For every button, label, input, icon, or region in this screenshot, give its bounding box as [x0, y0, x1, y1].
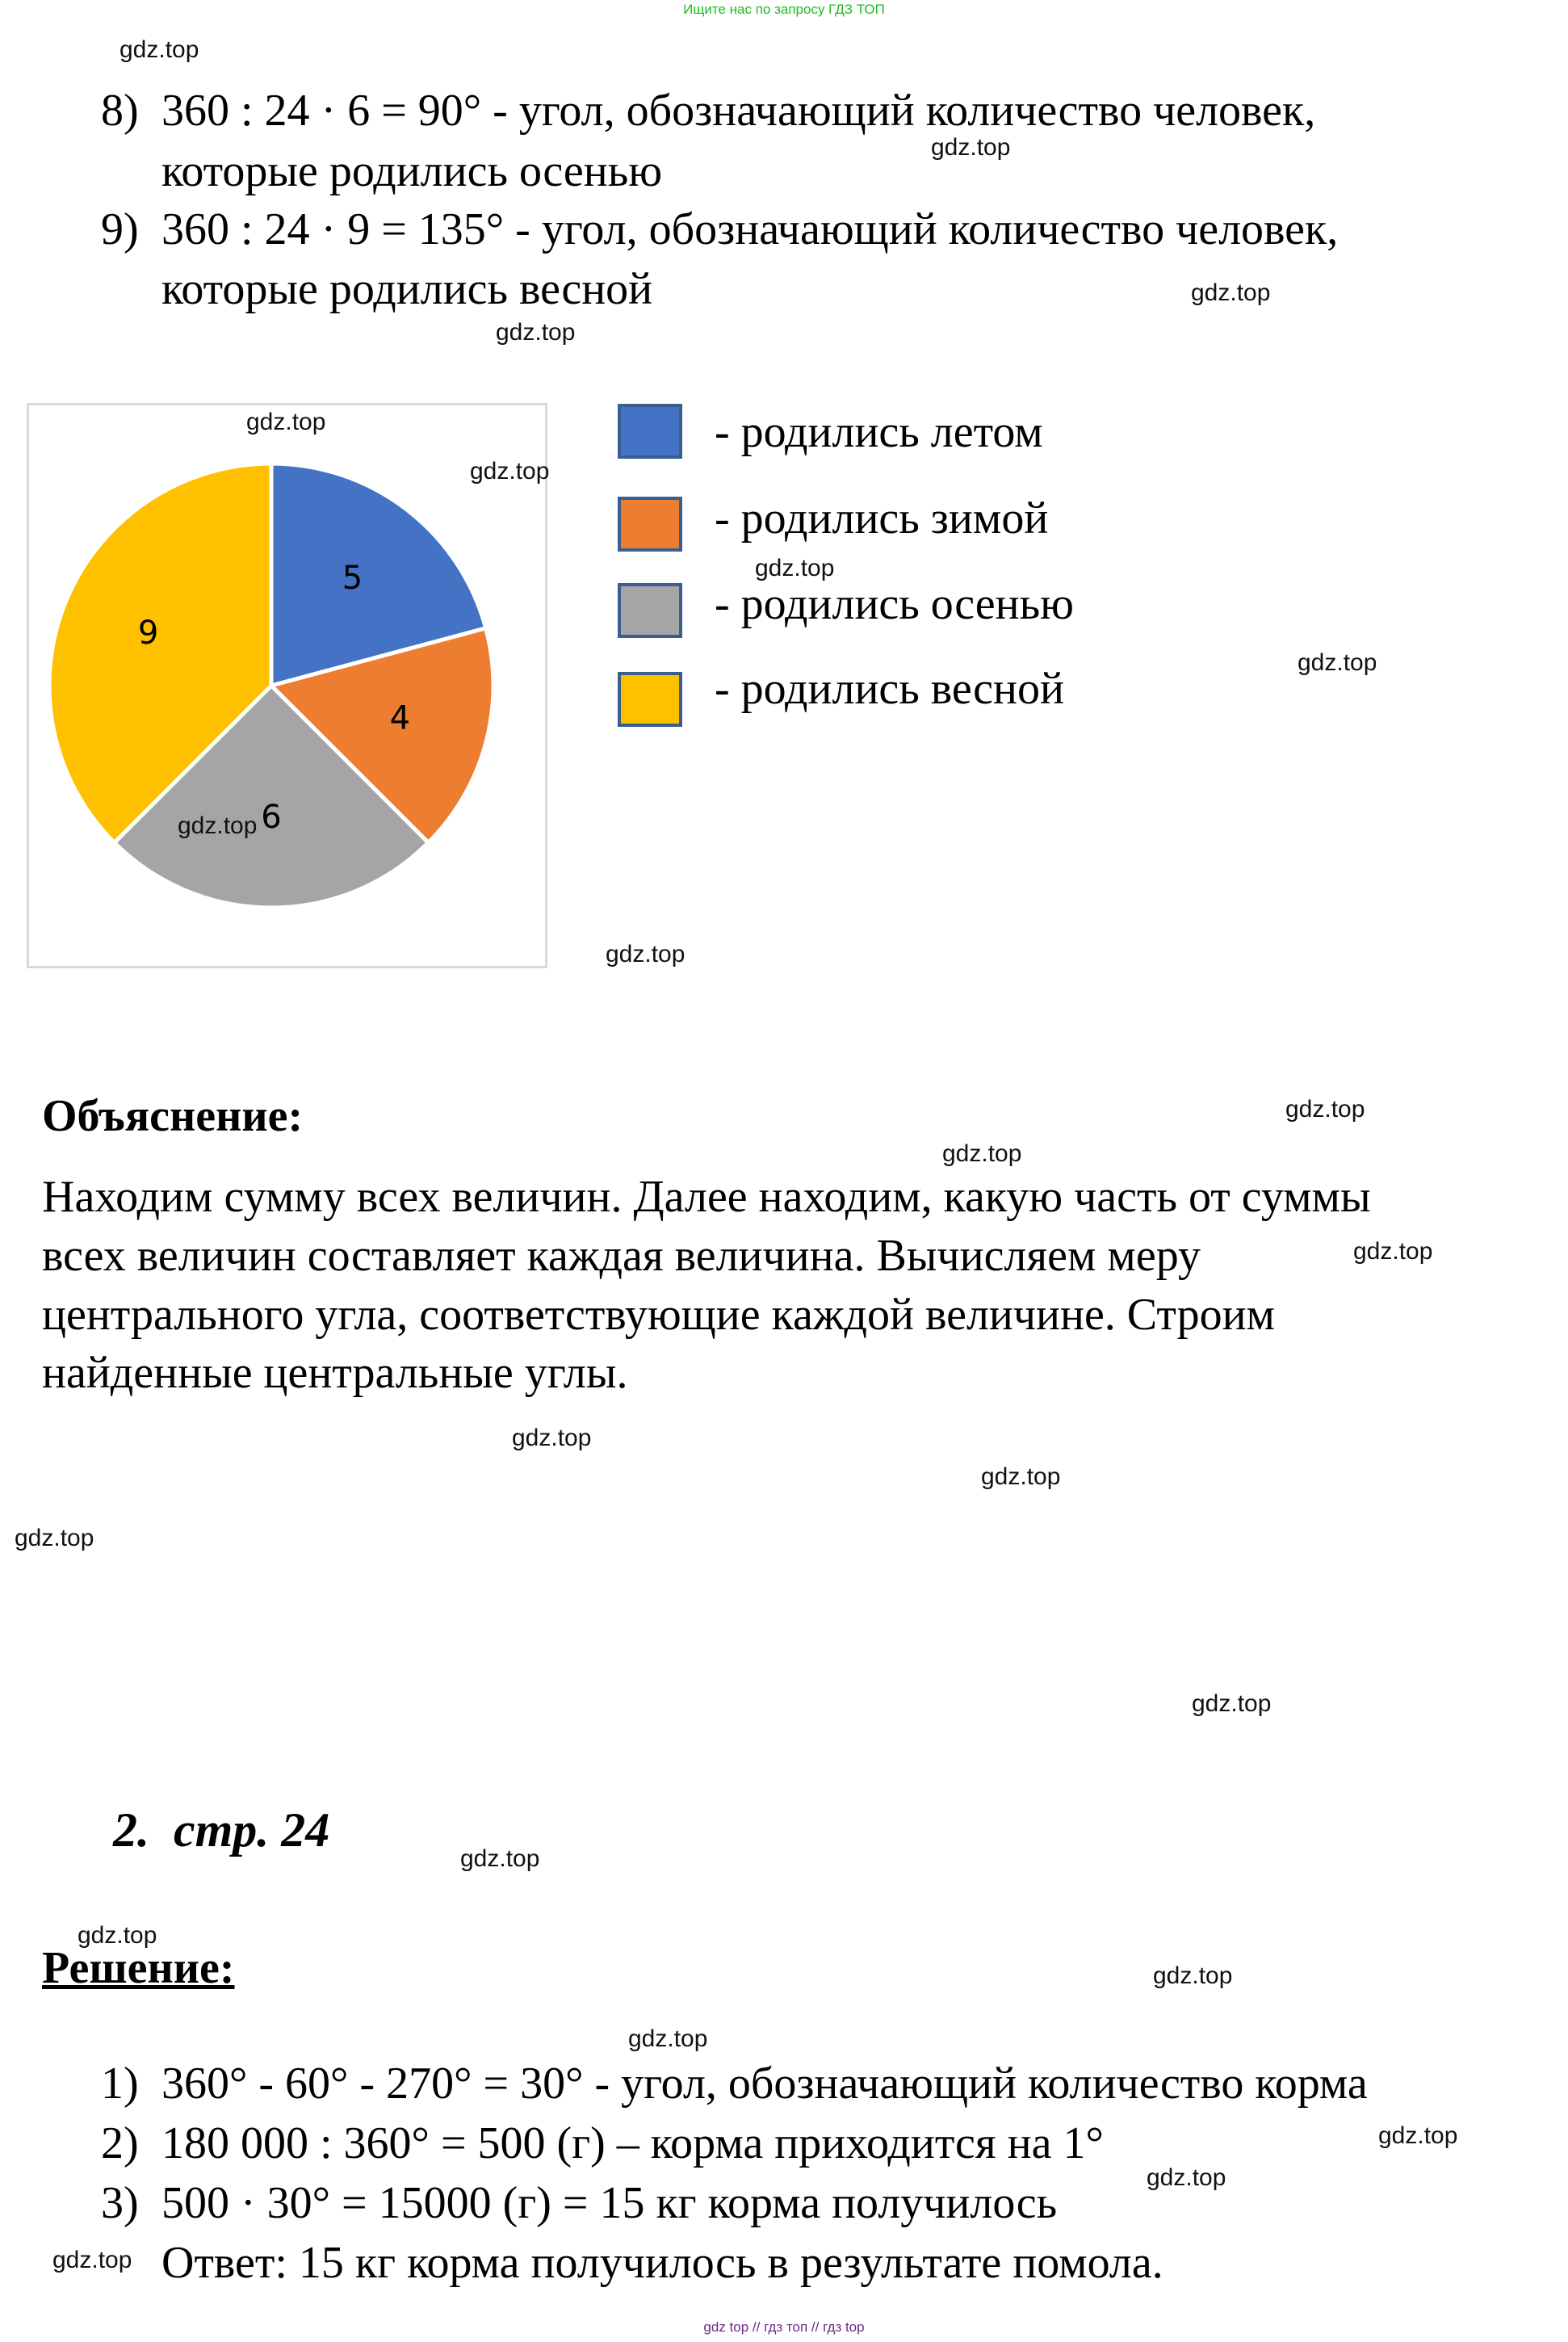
- solution-heading: Решение:: [42, 1943, 235, 1993]
- watermark: gdz.top: [755, 555, 835, 581]
- item-9-line2: которые родились весной: [161, 264, 653, 314]
- legend-swatch-summer: [618, 404, 682, 459]
- solution-item-2: [101, 2117, 139, 2169]
- footer: gdz top // гдз топ // гдз top: [703, 2319, 865, 2335]
- item-number: 2): [101, 2118, 139, 2168]
- solution-item-3: [101, 2177, 139, 2229]
- watermark: gdz.top: [1353, 1238, 1433, 1265]
- task-number: 2.: [113, 1803, 149, 1857]
- watermark: gdz.top: [1147, 2164, 1226, 2191]
- watermark: gdz.top: [78, 1922, 157, 1949]
- task-page: стр. 24: [174, 1803, 330, 1857]
- item-9-line1: 360 : 24 · 9 = 135° - угол, обозначающий количество человек,: [161, 204, 1339, 254]
- pie-chart: [27, 403, 550, 968]
- top-banner: Ищите нас по запросу ГДЗ ТОП: [683, 2, 885, 17]
- watermark: gdz.top: [15, 1525, 94, 1551]
- explanation-heading: Объяснение:: [42, 1091, 304, 1141]
- explanation-line: центрального угла, соответствующие каждой величине. Строим: [42, 1290, 1275, 1340]
- watermark: gdz.top: [470, 458, 550, 485]
- item-9: [101, 204, 139, 255]
- watermark: gdz.top: [1378, 2122, 1458, 2149]
- explanation-line: найденные центральные углы.: [42, 1348, 628, 1398]
- explanation-line: Находим сумму всех величин. Далее находим, какую часть от суммы: [42, 1172, 1371, 1222]
- legend-label-winter: - родились зимой: [715, 493, 1049, 544]
- watermark: gdz.top: [496, 319, 576, 346]
- pie-label-summer: 5: [342, 560, 363, 598]
- solution-item-1-text: 360° - 60° - 270° = 30° - угол, обозначающий количество корма: [161, 2059, 1368, 2109]
- legend-label-autumn: - родились осенью: [715, 579, 1074, 629]
- watermark: gdz.top: [52, 2247, 132, 2273]
- watermark: gdz.top: [1298, 649, 1377, 676]
- solution-item-1: [101, 2058, 139, 2109]
- watermark: gdz.top: [1192, 1690, 1272, 1717]
- watermark: gdz.top: [1285, 1096, 1365, 1123]
- explanation-line: всех величин составляет каждая величина. Вычисляем меру: [42, 1231, 1201, 1281]
- pie-label-autumn: 6: [261, 799, 282, 836]
- legend-label-spring: - родились весной: [715, 664, 1064, 714]
- legend-swatch-winter: [618, 497, 682, 552]
- item-number: 1): [101, 2059, 139, 2109]
- item-number: 3): [101, 2178, 139, 2228]
- pie-label-spring: 9: [137, 614, 159, 652]
- watermark: gdz.top: [606, 941, 685, 967]
- item-8-line1: 360 : 24 · 6 = 90° - угол, обозначающий количество человек,: [161, 86, 1316, 136]
- watermark: gdz.top: [460, 1845, 540, 1872]
- legend-swatch-autumn: [618, 583, 682, 638]
- solution-item-3-text: 500 · 30° = 15000 (г) = 15 кг корма получилось: [161, 2178, 1058, 2228]
- pie-label-winter: 4: [389, 699, 411, 737]
- watermark: gdz.top: [246, 409, 326, 435]
- item-8: [101, 85, 139, 136]
- watermark: gdz.top: [1191, 279, 1271, 306]
- item-number: 8): [101, 86, 139, 136]
- watermark: gdz.top: [512, 1425, 592, 1451]
- watermark: gdz.top: [942, 1140, 1022, 1167]
- item-8-line2: которые родились осенью: [161, 146, 663, 196]
- legend-label-summer: - родились летом: [715, 407, 1043, 457]
- answer: Ответ: 15 кг корма получилось в результате помола.: [161, 2238, 1163, 2288]
- legend-swatch-spring: [618, 672, 682, 727]
- watermark: gdz.top: [931, 134, 1011, 161]
- item-number: 9): [101, 204, 139, 254]
- watermark: gdz.top: [628, 2025, 708, 2052]
- solution-item-2-text: 180 000 : 360° = 500 (г) – корма приходится на 1°: [161, 2118, 1104, 2168]
- watermark: gdz.top: [119, 36, 199, 63]
- watermark: gdz.top: [981, 1463, 1061, 1490]
- watermark: gdz.top: [178, 812, 258, 839]
- watermark: gdz.top: [1153, 1962, 1233, 1989]
